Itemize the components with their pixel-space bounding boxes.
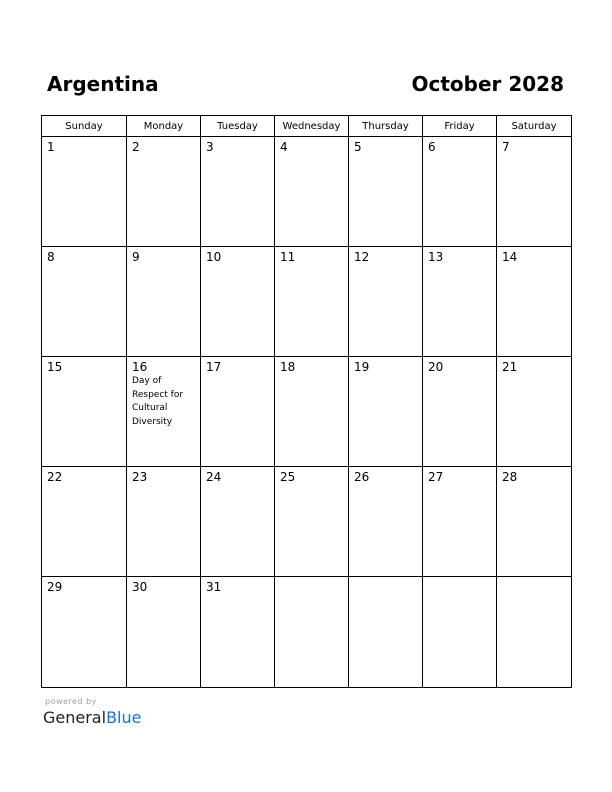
day-number: 9 [132,250,140,264]
day-cell [349,357,423,467]
weekday-sunday: Sunday [42,116,127,137]
day-cell [497,467,572,577]
week-row [42,137,572,247]
weekday-wednesday: Wednesday [275,116,349,137]
day-number: 26 [354,470,370,484]
day-cell [127,137,201,247]
day-cell [127,467,201,577]
day-number: 19 [354,360,370,374]
day-cell [42,467,127,577]
day-number: 12 [354,250,370,264]
day-cell [201,247,275,357]
day-cell [423,467,497,577]
day-cell [275,357,349,467]
brand-general-text: General [43,708,107,727]
powered-by-label: powered by [45,697,97,706]
weekday-tuesday: Tuesday [201,116,275,137]
weekday-header-row [42,116,572,137]
day-cell-empty [349,577,423,688]
day-cell [423,247,497,357]
day-cell [349,467,423,577]
day-cell-empty [497,577,572,688]
day-number: 18 [280,360,296,374]
day-cell [497,357,572,467]
day-cell [201,577,275,688]
holiday-label: Day of Respect for Cultural Diversity [132,376,184,427]
day-number: 13 [428,250,444,264]
weekday-thursday: Thursday [349,116,423,137]
day-cell-empty [423,577,497,688]
day-number: 31 [206,580,222,594]
day-cell [201,357,275,467]
day-cell [349,137,423,247]
day-cell [42,137,127,247]
day-cell [127,247,201,357]
day-number: 22 [47,470,63,484]
day-number: 27 [428,470,444,484]
day-cell [201,137,275,247]
day-cell [201,467,275,577]
day-cell [127,357,201,467]
day-cell [127,577,201,688]
day-cell-empty [275,577,349,688]
country-title: Argentina [47,72,159,96]
week-row [42,467,572,577]
weekday-saturday: Saturday [497,116,572,137]
weekday-friday: Friday [423,116,497,137]
day-number: 4 [280,140,288,154]
day-cell [423,357,497,467]
day-number: 5 [354,140,362,154]
day-cell [423,137,497,247]
week-row [42,247,572,357]
week-row [42,577,572,688]
day-cell [275,467,349,577]
day-number: 16 [132,360,148,374]
day-number: 23 [132,470,148,484]
day-number: 3 [206,140,214,154]
day-number: 2 [132,140,140,154]
day-number: 10 [206,250,222,264]
day-cell [42,577,127,688]
day-number: 21 [502,360,518,374]
day-cell [42,247,127,357]
day-number: 17 [206,360,222,374]
day-number: 30 [132,580,148,594]
day-number: 28 [502,470,518,484]
day-cell [497,247,572,357]
day-number: 8 [47,250,55,264]
day-number: 29 [47,580,63,594]
weekday-monday: Monday [127,116,201,137]
day-number: 25 [280,470,296,484]
day-number: 15 [47,360,63,374]
brand-blue-text: Blue [106,708,142,727]
brand-logo [43,708,141,728]
day-number: 7 [502,140,510,154]
calendar-grid [41,115,572,688]
day-number: 11 [280,250,296,264]
day-number: 24 [206,470,222,484]
month-year-title: October 2028 [411,72,564,96]
day-cell [349,247,423,357]
day-cell [275,247,349,357]
day-number: 6 [428,140,436,154]
day-number: 1 [47,140,55,154]
week-row [42,357,572,467]
day-cell [42,357,127,467]
brand-footer [43,697,141,728]
day-number: 14 [502,250,518,264]
day-number: 20 [428,360,444,374]
day-cell [497,137,572,247]
day-cell [275,137,349,247]
